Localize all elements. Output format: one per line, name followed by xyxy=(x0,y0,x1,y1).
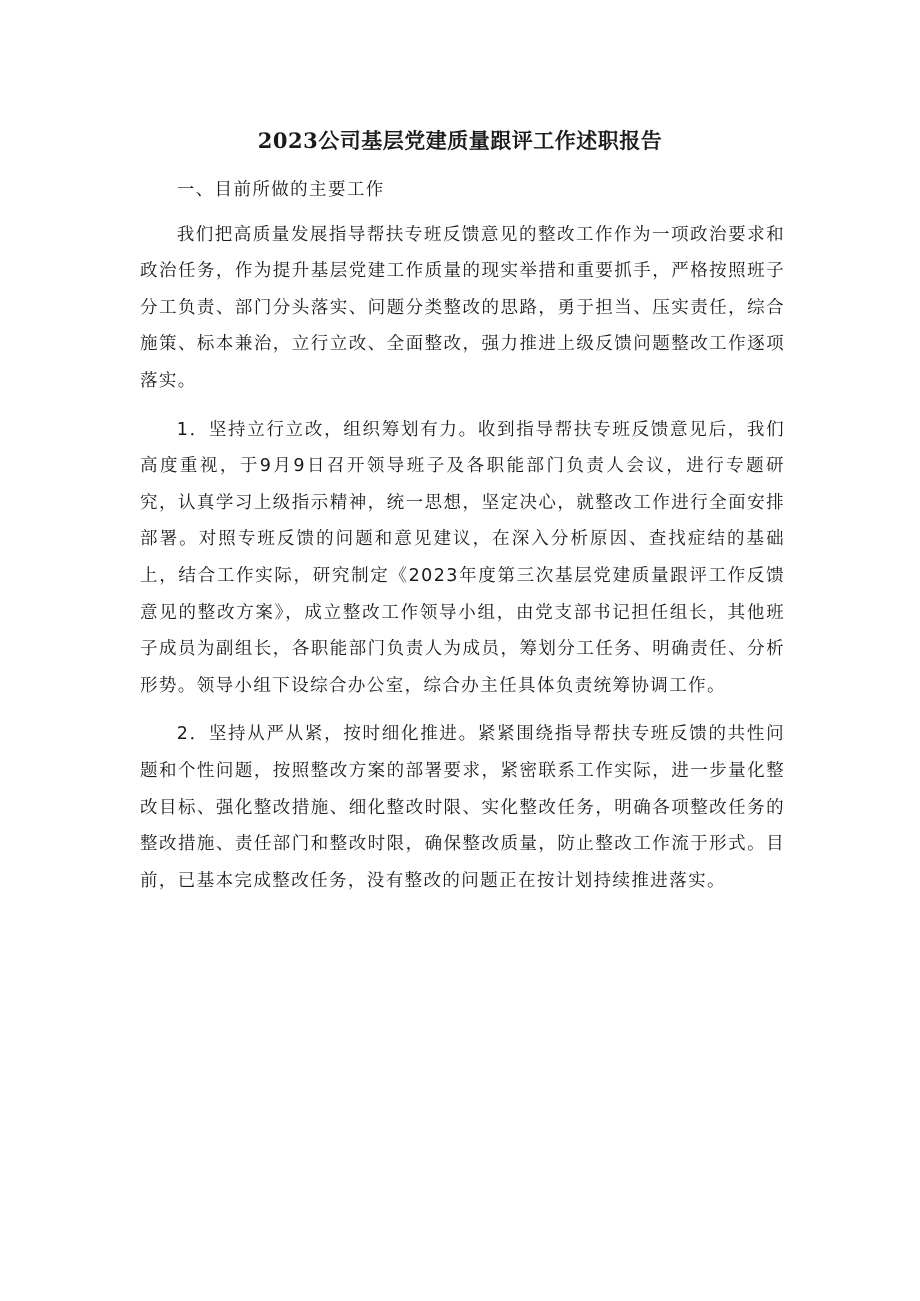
paragraph-item-2: 2．坚持从严从紧，按时细化推进。紧紧围绕指导帮扶专班反馈的共性问题和个性问题，按照整改方案的部署要求，紧密联系工作实际，进一步量化整改目标、强化整改措施、细化整改时限、实化整改任务，明确各项整改任务的整改措施、责任部门和整改时限，确保整改质量，防止整改工作流于形式。目前，已基本完成整改任务，没有整改的问题正在按计划持续推进落实。 xyxy=(140,724,785,891)
document-body xyxy=(140,172,785,911)
document-title: 2023公司基层党建质量跟评工作述职报告 xyxy=(257,128,663,153)
paragraph-intro: 我们把高质量发展指导帮扶专班反馈意见的整改工作作为一项政治要求和政治任务，作为提升基层党建工作质量的现实举措和重要抓手，严格按照班子分工负责、部门分头落实、问题分类整改的思路，勇于担当、压实责任，综合施策、标本兼治，立行立改、全面整改，强力推进上级反馈问题整改工作逐项落实。 xyxy=(140,224,785,391)
section-heading: 一、目前所做的主要工作 xyxy=(176,180,385,200)
paragraph-item-1: 1．坚持立行立改，组织筹划有力。收到指导帮扶专班反馈意见后，我们高度重视，于9月9日召开领导班子及各职能部门负责人会议，进行专题研究，认真学习上级指示精神，统一思想，坚定决心，就整改工作进行全面安排部署。对照专班反馈的问题和意见建议，在深入分析原因、查找症结的基础上，结合工作实际，研究制定《2023年度第三次基层党建质量跟评工作反馈意见的整改方案》，成立整改工作领导小组，由党支部书记担任组长，其他班子成员为副组长，各职能部门负责人为成员，筹划分工任务、明确责任、分析形势。领导小组下设综合办公室，综合办主任具体负责统筹协调工作。 xyxy=(140,419,785,696)
